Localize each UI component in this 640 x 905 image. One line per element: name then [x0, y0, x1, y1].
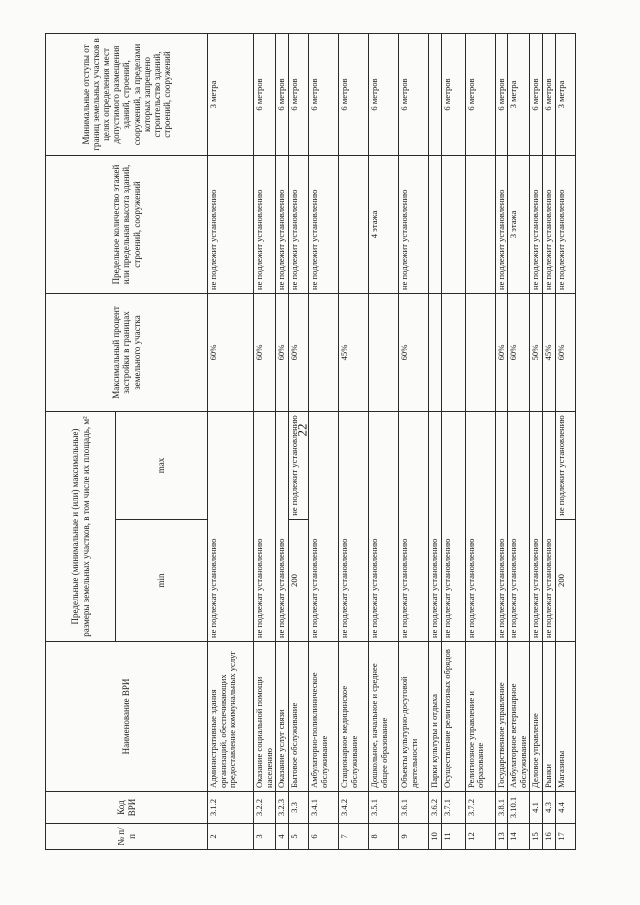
cell-percent: 60% — [288, 294, 308, 412]
cell-setback — [428, 34, 441, 156]
cell-name: Деловое управление — [530, 642, 543, 792]
cell-floors — [441, 156, 465, 294]
cell-num: 3 — [254, 824, 276, 850]
cell-size: не подлежат установлению — [308, 412, 338, 642]
cell-percent: 60% — [495, 294, 508, 412]
cell-percent: 60% — [276, 294, 289, 412]
cell-setback: 6 метров — [543, 34, 556, 156]
cell-code: 3.6.1 — [398, 792, 428, 824]
cell-percent: 60% — [254, 294, 276, 412]
cell-name: Амбулаторное ветеринарное обслуживание — [508, 642, 530, 792]
page-number: 22 — [294, 423, 310, 437]
cell-num: 6 — [308, 824, 338, 850]
cell-code: 3.7.2 — [465, 792, 495, 824]
cell-setback: 6 метров — [288, 34, 308, 156]
cell-percent — [465, 294, 495, 412]
cell-name: Государственное управление — [495, 642, 508, 792]
cell-setback: 6 метров — [398, 34, 428, 156]
header-percent: Максимальный процент застройки в границах земельного участка — [46, 294, 208, 412]
cell-name: Оказание услуг связи — [276, 642, 289, 792]
cell-code: 4.4 — [555, 792, 575, 824]
cell-name: Рынки — [543, 642, 556, 792]
header-setback: Минимальные отступы от границ земельных участков в целях определения мест допустимого размещения зданий, строений, сооружений, за пределами которых запрещено строительство зданий, строений, сооружений — [46, 34, 208, 156]
cell-name: Амбулаторно-поликлиническое обслуживание — [308, 642, 338, 792]
cell-name: Оказание социальной помощи населению — [254, 642, 276, 792]
cell-min: 200 — [288, 520, 308, 642]
cell-name: Бытовое обслуживание — [288, 642, 308, 792]
cell-num: 2 — [208, 824, 254, 850]
cell-percent — [368, 294, 398, 412]
cell-floors — [338, 156, 368, 294]
cell-floors — [465, 156, 495, 294]
cell-name: Магазины — [555, 642, 575, 792]
cell-setback: 6 метров — [495, 34, 508, 156]
cell-percent: 60% — [398, 294, 428, 412]
cell-name: Религиозное управление и образование — [465, 642, 495, 792]
header-num: № п/п — [46, 824, 208, 850]
cell-floors: не подлежит установлению — [254, 156, 276, 294]
cell-code: 3.8.1 — [495, 792, 508, 824]
cell-max: не подлежит установлению — [288, 412, 308, 520]
cell-floors: не подлежит установлению — [495, 156, 508, 294]
cell-num: 15 — [530, 824, 543, 850]
cell-num: 4 — [276, 824, 289, 850]
cell-size: не подлежат установлению — [338, 412, 368, 642]
cell-percent — [428, 294, 441, 412]
cell-size: не подлежат установлению — [543, 412, 556, 642]
cell-size: не подлежат установлению — [208, 412, 254, 642]
cell-size: не подлежат установлению — [398, 412, 428, 642]
cell-min: 200 — [555, 520, 575, 642]
cell-name: Объекты культурно-досуговой деятельности — [398, 642, 428, 792]
cell-size: не подлежат установлению — [495, 412, 508, 642]
cell-percent: 50% — [530, 294, 543, 412]
cell-setback: 6 метров — [368, 34, 398, 156]
cell-size: не подлежат установлению — [276, 412, 289, 642]
cell-floors — [428, 156, 441, 294]
cell-floors: 4 этажа — [368, 156, 398, 294]
cell-setback: 6 метров — [254, 34, 276, 156]
cell-floors: 3 этажа — [508, 156, 530, 294]
cell-size: не подлежат установлению — [465, 412, 495, 642]
cell-floors: не подлежит установлению — [555, 156, 575, 294]
cell-floors: не подлежит установлению — [398, 156, 428, 294]
cell-code: 3.2.2 — [254, 792, 276, 824]
cell-percent: 60% — [508, 294, 530, 412]
cell-size: не подлежат установлению — [254, 412, 276, 642]
cell-setback: 3 метра — [508, 34, 530, 156]
cell-code: 4.1 — [530, 792, 543, 824]
cell-num: 17 — [555, 824, 575, 850]
cell-name: Административные здания организаций, обеспечивающих предоставление коммунальных услуг — [208, 642, 254, 792]
cell-setback: 6 метров — [338, 34, 368, 156]
cell-code: 3.5.1 — [368, 792, 398, 824]
cell-code: 3.6.2 — [428, 792, 441, 824]
cell-setback: 6 метров — [530, 34, 543, 156]
header-max: max — [116, 412, 208, 520]
header-code: Код ВРИ — [46, 792, 208, 824]
cell-floors: не подлежит установлению — [288, 156, 308, 294]
cell-num: 16 — [543, 824, 556, 850]
cell-code: 3.4.2 — [338, 792, 368, 824]
cell-percent: 45% — [338, 294, 368, 412]
cell-num: 9 — [398, 824, 428, 850]
cell-setback: 3 метра — [208, 34, 254, 156]
header-name: Наименование ВРИ — [46, 642, 208, 792]
cell-code: 3.1.2 — [208, 792, 254, 824]
cell-max: не подлежит установлению — [555, 412, 575, 520]
cell-floors: не подлежит установлению — [276, 156, 289, 294]
cell-code: 3.3 — [288, 792, 308, 824]
cell-setback: 6 метров — [465, 34, 495, 156]
cell-code: 3.4.1 — [308, 792, 338, 824]
cell-floors: не подлежит установлению — [208, 156, 254, 294]
cell-size: не подлежат установлению — [508, 412, 530, 642]
header-floors: Предельное количество этажей или предельная высота зданий, строений, сооружений — [46, 156, 208, 294]
cell-num: 8 — [368, 824, 398, 850]
cell-num: 7 — [338, 824, 368, 850]
zoning-table — [45, 33, 576, 850]
cell-name: Осуществление религиозных обрядов — [441, 642, 465, 792]
cell-floors: не подлежит установлению — [308, 156, 338, 294]
cell-name: Дошкольное, начальное и среднее общее образование — [368, 642, 398, 792]
cell-num: 13 — [495, 824, 508, 850]
cell-name: Парки культуры и отдыха — [428, 642, 441, 792]
cell-percent — [441, 294, 465, 412]
cell-size: не подлежат установлению — [530, 412, 543, 642]
cell-num: 5 — [288, 824, 308, 850]
cell-size: не подлежат установлению — [428, 412, 441, 642]
cell-setback: 6 метров — [441, 34, 465, 156]
cell-size: не подлежат установлению — [441, 412, 465, 642]
cell-percent: 60% — [555, 294, 575, 412]
header-sizes: Предельные (минимальные и (или) максимальные) размеры земельных участков, в том числе их площадь, м² — [46, 412, 116, 642]
cell-percent — [308, 294, 338, 412]
cell-num: 11 — [441, 824, 465, 850]
cell-code: 4.3 — [543, 792, 556, 824]
cell-percent: 60% — [208, 294, 254, 412]
cell-setback: 3 метра — [555, 34, 575, 156]
cell-percent: 45% — [543, 294, 556, 412]
cell-name: Стационарное медицинское обслуживание — [338, 642, 368, 792]
cell-code: 3.10.1 — [508, 792, 530, 824]
cell-floors: не подлежит установлению — [543, 156, 556, 294]
cell-num: 10 — [428, 824, 441, 850]
cell-setback: 6 метров — [276, 34, 289, 156]
cell-code: 3.2.3 — [276, 792, 289, 824]
cell-floors: не подлежит установлению — [530, 156, 543, 294]
cell-num: 12 — [465, 824, 495, 850]
rotated-table-container — [45, 34, 585, 850]
header-min: min — [116, 520, 208, 642]
cell-code: 3.7.1 — [441, 792, 465, 824]
cell-num: 14 — [508, 824, 530, 850]
cell-setback: 6 метров — [308, 34, 338, 156]
cell-size: не подлежат установлению — [368, 412, 398, 642]
